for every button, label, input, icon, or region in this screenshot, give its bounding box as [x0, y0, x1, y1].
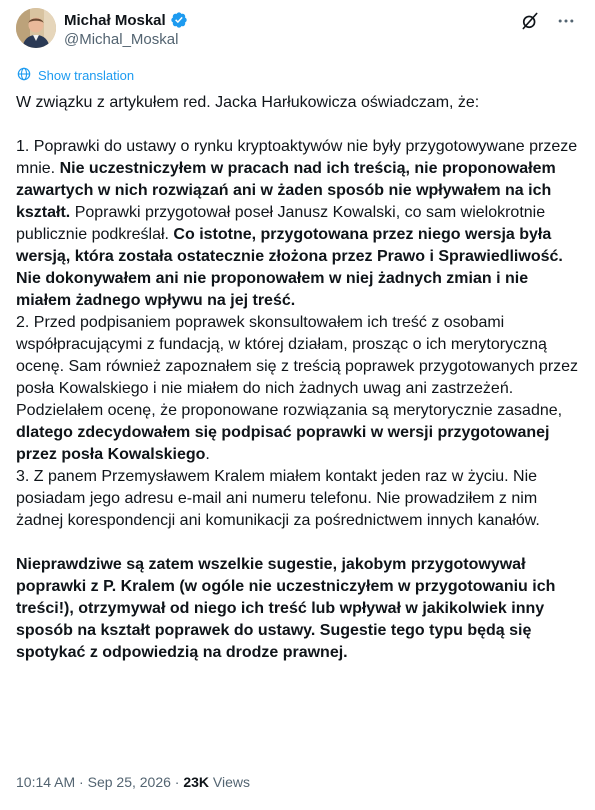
header-actions — [519, 10, 577, 32]
meta-separator: · — [170, 774, 184, 790]
point-1-bold-b: Co istotne, przygotowana przez niego wersja była wersją, która została ostatecznie złożona przez Prawo i Sprawiedliwość. Nie dokonywałem ani nie proponowałem w niej żadnych zmian i nie miałem żadnego wpływu na jej treść. — [16, 226, 563, 309]
tweet-point-2 — [16, 312, 582, 466]
point-2-text-b: . — [205, 446, 210, 463]
point-1-text-b: Poprawki przygotował poseł Janusz Kowalski, co sam wielokrotnie publicznie podkreślał. — [16, 204, 546, 243]
grok-slash-icon[interactable] — [519, 10, 541, 32]
author-display-name[interactable]: Michał Moskal — [64, 11, 166, 29]
tweet-text — [16, 92, 582, 664]
tweet-point-3: 3. Z panem Przemysławem Kralem miałem kontakt jeden raz w życiu. Nie posiadam jego adresu e-mail ani numeru telefonu. Nie prowadziłem z nim żadnej korespondencji ani komunikacji za pośrednictwem innych kanałów. — [16, 468, 540, 529]
show-translation-label: Show translation — [38, 68, 135, 83]
show-translation-link[interactable] — [16, 66, 134, 85]
conclusion-bold: Nieprawdziwe są zatem wszelkie sugestie, jakobym przygotowywał poprawki z P. Kralem (w ogóle nie uczestniczyłem w przygotowaniu ich treści!), otrzymywał od niego ich treść lub wpływał w jakikolwiek inny sposób na kształt poprawek do ustawy. Sugestie tego typu będą się spotykać z odpowiedzią na drodze prawnej. — [16, 556, 556, 661]
tweet-meta — [16, 774, 250, 790]
tweet-intro: W związku z artykułem red. Jacka Harłukowicza oświadczam, że: — [16, 94, 480, 111]
tweet-conclusion — [16, 554, 582, 664]
point-2-bold: dlatego zdecydowałem się podpisać poprawki w wersji przygotowanej przez posła Kowalskiego — [16, 424, 550, 463]
tweet-header — [16, 8, 581, 52]
author-handle[interactable]: @Michal_Moskal — [64, 31, 179, 48]
avatar[interactable] — [16, 8, 56, 48]
meta-separator: · — [75, 774, 88, 790]
tweet-time[interactable]: 10:14 AM — [16, 774, 76, 790]
tweet-date[interactable]: Sep 25, 2026 — [87, 774, 171, 790]
tweet-point-1 — [16, 136, 582, 312]
point-1-bold-a: Nie uczestniczyłem w pracach nad ich treścią, nie proponowałem zawartych w nich rozwiązań ani w żaden sposób nie wpływałem na ich kształt. — [16, 160, 556, 221]
point-1-text-a: 1. Poprawki do ustawy o rynku kryptoaktywów nie były przygotowywane przeze mnie. — [16, 138, 578, 177]
more-dots-icon[interactable] — [555, 10, 577, 32]
point-2-text-a: 2. Przed podpisaniem poprawek skonsultowałem ich treść z osobami współpracującymi z fundacją, w której działam, prosząc o ich merytoryczną ocenę. Sam również zapoznałem się z treścią poprawek przygotowanych przez posła Kowalskiego i nie miałem do nich żadnych uwag ani zastrzeżeń. Podzielałem ocenę, że proponowane rozwiązania są merytorycznie zasadne, — [16, 314, 579, 419]
views-label: Views — [209, 774, 251, 790]
views-count[interactable]: 23K — [183, 774, 210, 790]
author-names — [64, 10, 188, 48]
avatar-image — [16, 8, 56, 48]
translate-globe-icon — [16, 66, 32, 85]
verified-badge-icon[interactable] — [170, 11, 188, 29]
